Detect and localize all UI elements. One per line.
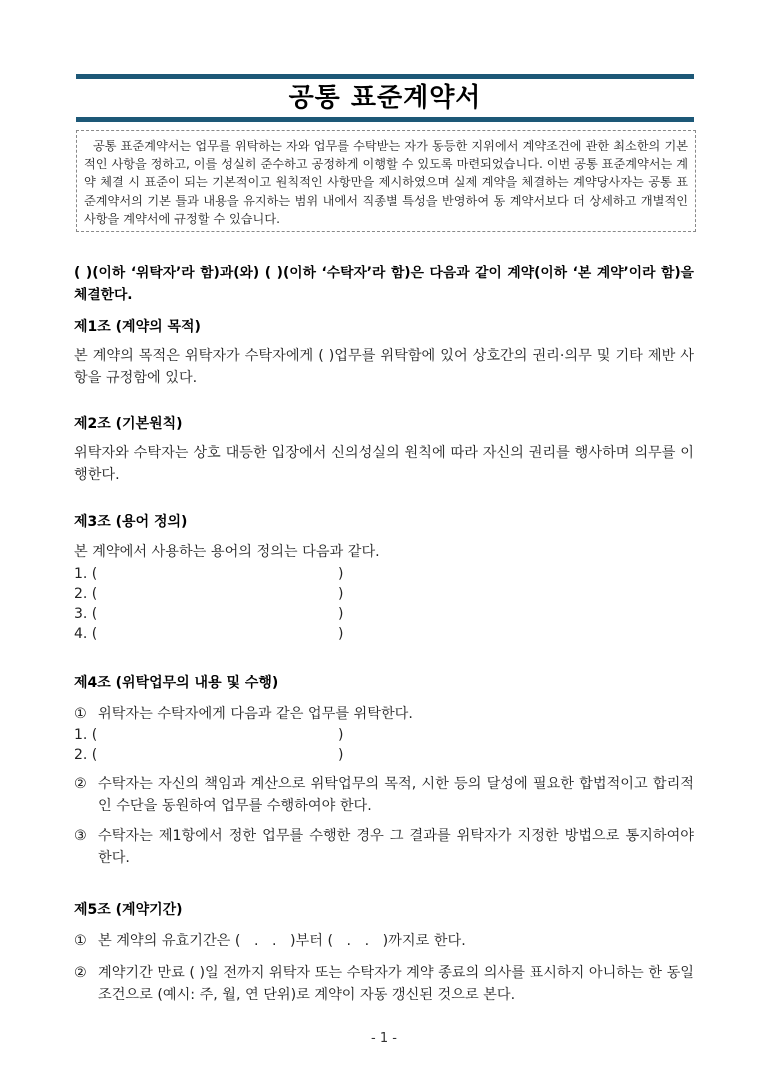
clause-marker: ②	[74, 965, 87, 981]
article-2-heading: 제2조 (기본원칙)	[74, 416, 183, 432]
clause-text: 수탁자는 자신의 책임과 계산으로 위탁업무의 목적, 시한 등의 달성에 필요한 합법적이고 합리적인 수단을 동원하여 업무를 수행하여야 한다.	[98, 776, 694, 814]
task-item-2-close: )	[338, 747, 344, 763]
clause-text: 계약기간 만료 ( )일 전까지 위탁자 또는 수탁자가 계약 종료의 의사를 표시하지 아니하는 한 동일 조건으로 (예시: 주, 월, 연 단위)로 계약이 자동 갱신된 것으로 본다.	[98, 965, 694, 1003]
intro-text: 공통 표준계약서는 업무를 위탁하는 자와 업무를 수탁받는 자가 동등한 지위에서 계약조건에 관한 최소한의 기본적인 사항을 정하고, 이를 성실히 준수하고 공정하게 이행할 수 있도록 마련되었습니다. 이번 공통 표준계약서는 계약 체결 시 표준이 되는 기본적이고 원칙적인 사항만을 제시하였으며 실제 계약을 체결하는 계약당사자는 공통 표준계약서의 기본 틀과 내용을 유지하는 범위 내에서 직종별 특성을 반영하여 동 계약서보다 더 상세하고 개별적인 사항을 계약서에 규정할 수 있습니다.	[84, 139, 688, 226]
definition-item-3	[74, 606, 344, 622]
article-4-heading: 제4조 (위탁업무의 내용 및 수행)	[74, 675, 279, 691]
definition-item-2-close: )	[338, 586, 344, 602]
definition-item-1-close: )	[338, 566, 344, 582]
definition-item-1-label: 1. (	[74, 566, 98, 582]
article-1-heading: 제1조 (계약의 목적)	[74, 319, 201, 335]
article-1-body: 본 계약의 목적은 위탁자가 수탁자에게 ( )업무를 위탁함에 있어 상호간의 권리·의무 및 기타 제반 사항을 규정함에 있다.	[74, 348, 694, 386]
document-title: 공통 표준계약서	[288, 83, 482, 113]
definition-item-4-label: 4. (	[74, 626, 98, 642]
task-item-2	[74, 747, 344, 763]
article-4-clause-3	[74, 825, 694, 869]
clause-marker: ③	[74, 828, 87, 844]
task-item-1	[74, 727, 344, 743]
page-number: - 1 -	[371, 1031, 397, 1046]
article-3-body: 본 계약에서 사용하는 용어의 정의는 다음과 같다.	[74, 544, 380, 560]
article-2-body: 위탁자와 수탁자는 상호 대등한 입장에서 신의성실의 원칙에 따라 자신의 권리를 행사하며 의무를 이행한다.	[74, 445, 694, 483]
definition-item-1	[74, 566, 344, 582]
clause-marker: ①	[74, 706, 87, 722]
article-5-clause-1	[74, 930, 694, 952]
preamble: ( )(이하 ‘위탁자’라 함)과(와) ( )(이하 ‘수탁자’라 함)은 다음과 같이 계약(이하 ‘본 계약’이라 함)을 체결한다.	[74, 265, 694, 303]
clause-marker: ①	[74, 933, 87, 949]
clause-text: 본 계약의 유효기간은 ( . . )부터 ( . . )까지로 한다.	[98, 933, 466, 949]
clause-text: 수탁자는 제1항에서 정한 업무를 수행한 경우 그 결과를 위탁자가 지정한 방법으로 통지하여야 한다.	[98, 828, 694, 866]
definition-item-2-label: 2. (	[74, 586, 98, 602]
task-item-2-label: 2. (	[74, 747, 98, 763]
title-bottom-rule	[76, 117, 694, 122]
clause-marker: ②	[74, 776, 87, 792]
article-4-clause-1	[74, 703, 694, 725]
clause-text: 위탁자는 수탁자에게 다음과 같은 업무를 위탁한다.	[98, 706, 413, 722]
definition-item-3-close: )	[338, 606, 344, 622]
article-5-heading: 제5조 (계약기간)	[74, 902, 183, 918]
definition-item-3-label: 3. (	[74, 606, 98, 622]
article-4-clause-2	[74, 773, 694, 817]
definition-item-4-close: )	[338, 626, 344, 642]
intro-notice-box	[76, 130, 696, 232]
definition-item-2	[74, 586, 344, 602]
article-3-heading: 제3조 (용어 정의)	[74, 514, 188, 530]
task-item-1-close: )	[338, 727, 344, 743]
task-item-1-label: 1. (	[74, 727, 98, 743]
definition-item-4	[74, 626, 344, 642]
article-5-clause-2	[74, 962, 694, 1006]
